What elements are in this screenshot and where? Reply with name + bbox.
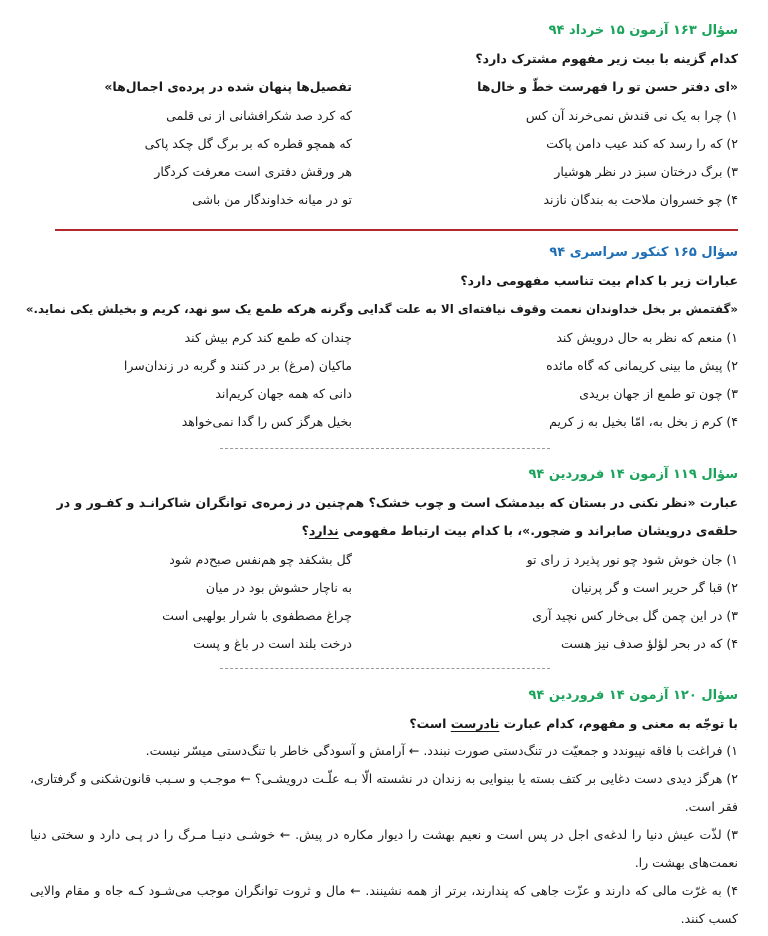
question-2-title: سؤال ۱۶۵ کنکور سراسری ۹۴ — [549, 245, 738, 260]
question-3-option-1-a: ۱) جان خوش شود چو نور پذیرد ز رای تو — [526, 552, 738, 567]
dashed-separator-2 — [220, 668, 550, 669]
section-divider-red — [55, 229, 738, 231]
question-3-prompt-end: ؟ — [301, 523, 309, 538]
question-1-quote-hemistich-1: «ای دفتر حسن تو را فهرست خطّ و خال‌ها — [477, 79, 738, 94]
question-4-prompt-emphasis: نادرست — [450, 716, 500, 731]
question-1-option-1-b: که کرد صد شکرافشانی از نی قلمی — [166, 108, 352, 123]
question-1-option-4-b: تو در میانه خداوندگار من باشی — [192, 192, 352, 207]
question-4-prompt — [409, 715, 738, 733]
question-2-option-3-a: ۳) چون تو طمع از جهان بریدی — [579, 386, 738, 401]
question-3-option-2-a: ۲) قبا گر حریر است و گر پرنیان — [571, 580, 738, 595]
question-3-prompt-text: حلقه‌ی درویشان صابراند و ضجور.»، با کدام بیت ارتباط مفهومی — [338, 523, 738, 538]
question-1-option-2-b: که همچو قطره که بر برگ گل چکد پاکی — [144, 136, 352, 151]
question-4-option-3: ۳) لذّت عیش دنیا را لدغه‌ی اجل در پس است و نعیم بهشت را دیوار مکاره در پیش. ← خوشـی دنیـا مـرگ را در پـی دارد و سختی دنیا نعمت‌های بهشت را. — [30, 827, 738, 870]
question-1-option-3-b: هر ورقش دفتری است معرفت کردگار — [154, 164, 352, 179]
question-3-option-4-b: درخت بلند است در باغ و پست — [193, 636, 352, 651]
question-4-prompt-text: با توجّه به معنی و مفهوم، کدام عبارت — [499, 716, 738, 731]
question-2-option-1-a: ۱) منعم که نظر به حال درویش کند — [556, 330, 738, 345]
question-2-option-2-a: ۲) پیش ما بینی کریمانی که گاه مائده — [546, 358, 738, 373]
question-4-option-1: ۱) فراغت با فاقه نپیوندد و جمعیّت در تنگ‌دستی صورت نبندد. ← آرامش و آسودگی خاطر با تنگ‌دستی میسّر نیست. — [145, 743, 738, 758]
question-3-option-3-a: ۳) در این چمن گل بی‌خار کس نچید آری — [532, 608, 738, 623]
question-4-option-2: ۲) هرگز دیدی دست دغایی بر کتف بسته یا بینوایی به زندان در نشسته الّا بـه علّـت درویشـی؟ ← موجـب و سـبب قانون‌شکنی و گرفتاری، فقر است. — [30, 771, 738, 814]
question-1-option-1-a: ۱) چرا به یک نی قندش نمی‌خرند آن کس — [525, 108, 738, 123]
question-4-option-4: ۴) به غرّت مالی که دارند و عزّت جاهی که پندارند، برتر از همه نشینند. ← مال و ثروت توانگران موجب می‌شـود کـه جاه و مقام والایی کسب کنند. — [30, 883, 738, 926]
question-3-title: سؤال ۱۱۹ آزمون ۱۴ فروردین ۹۴ — [528, 467, 738, 482]
question-2-option-1-b: چندان که طمع کند کرم بیش کند — [184, 330, 352, 345]
dashed-separator-1 — [220, 448, 550, 449]
question-1-prompt: کدام گزینه با بیت زیر مفهوم مشترک دارد؟ — [475, 51, 738, 66]
question-1-title: سؤال ۱۶۳ آزمون ۱۵ خرداد ۹۴ — [548, 23, 738, 38]
question-4-prompt-end: است؟ — [409, 716, 451, 731]
question-3-prompt-line-1: عبارت «نظر نکنی در بستان که بیدمشک است و چوب خشک؟ هم‌چنین در زمره‌ی توانگران شاکرانـد و کفـور و در — [56, 495, 738, 510]
question-3-prompt-emphasis: ندارد — [308, 523, 339, 538]
question-3-option-4-a: ۴) که در بحر لؤلؤ صدف نیز هست — [561, 636, 738, 651]
question-3-option-1-b: گل بشکفد چو هم‌نفس صبح‌دم شود — [169, 552, 352, 567]
question-3-option-2-b: به ناچار حشوش بود در میان — [205, 580, 352, 595]
question-2-prompt: عبارات زیر با کدام بیت تناسب مفهومی دارد؟ — [460, 273, 738, 288]
question-2-option-4-a: ۴) کرم ز بخل به، امّا بخیل به ز کریم — [549, 414, 738, 429]
question-1-option-3-a: ۳) برگ درختان سبز در نظر هوشیار — [554, 164, 738, 179]
question-3-option-3-b: چراغ مصطفوی با شرار بولهبی است — [162, 608, 352, 623]
question-2-quote: «گفتمش بر بخل خداوندان نعمت وقوف نیافته‌ای الا به علت گدایی وگرنه هرکه طمع یک سو نهد، کریم و بخیلش یکی نماید.» — [25, 302, 738, 316]
question-1-quote-hemistich-2: تفصیل‌ها پنهان شده در پرده‌ی اجمال‌ها» — [104, 79, 352, 94]
question-1-option-4-a: ۴) چو خسروان ملاحت به بندگان نازند — [543, 192, 738, 207]
question-3-prompt-line-2 — [302, 522, 738, 540]
question-2-option-2-b: ماکیان (مرغ) بر در کنند و گربه در زندان‌سرا — [123, 358, 352, 373]
question-2-option-3-b: دانی که همه جهان کریم‌اند — [215, 386, 352, 401]
question-2-option-4-b: بخیل هرگز کس را گدا نمی‌خواهد — [181, 414, 352, 429]
question-4-title: سؤال ۱۲۰ آزمون ۱۴ فروردین ۹۴ — [528, 688, 738, 703]
question-1-option-2-a: ۲) که را رسد که کند عیب دامن پاکت — [546, 136, 738, 151]
